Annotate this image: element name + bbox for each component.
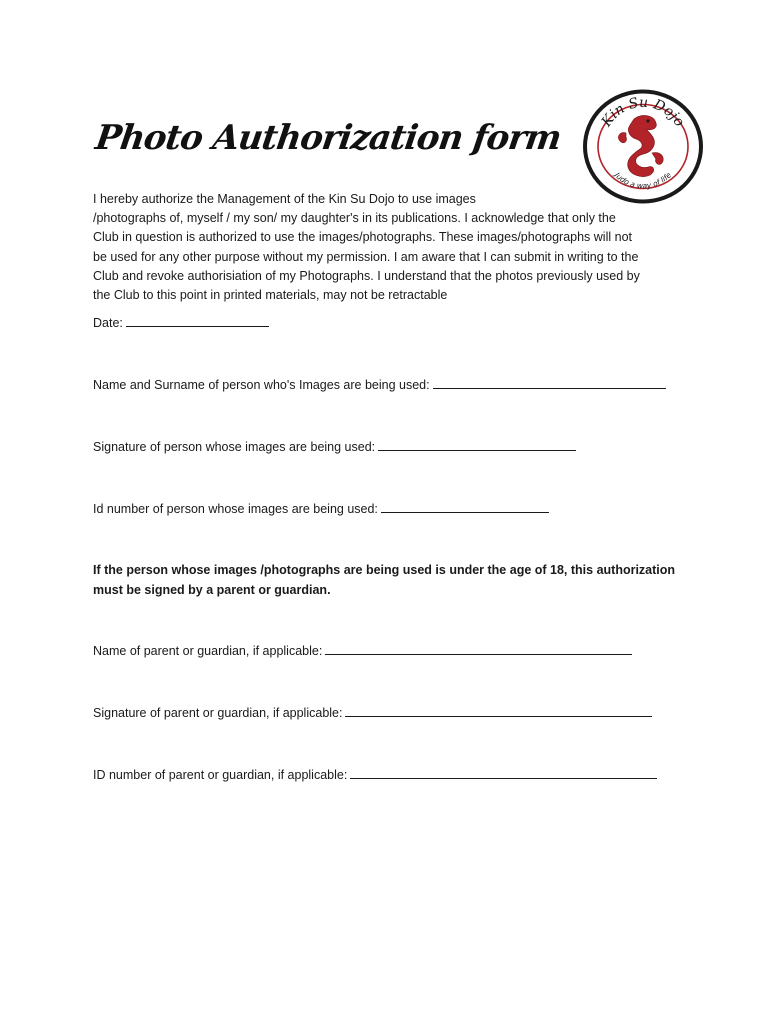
parent-name-input-line[interactable]	[325, 642, 632, 655]
id-number-input-line[interactable]	[381, 500, 549, 513]
parent-name-label: Name of parent or guardian, if applicable:	[93, 644, 323, 658]
signature-label: Signature of person whose images are being used:	[93, 440, 376, 454]
parent-name-field	[93, 642, 632, 660]
paragraph-line-4: be used for any other purpose without my permission. I am aware that I can submit in writing to the	[93, 249, 639, 264]
parent-signature-field	[93, 704, 652, 722]
date-field	[93, 314, 269, 332]
date-label: Date:	[93, 316, 123, 330]
name-input-line[interactable]	[433, 376, 666, 389]
paragraph-line-3: Club in question is authorized to use the images/photographs. These images/photographs will not	[93, 230, 632, 245]
name-field	[93, 376, 666, 394]
minor-notice	[93, 561, 683, 600]
logo-top-text: Kin Su Dojo	[598, 94, 688, 130]
date-input-line[interactable]	[126, 314, 269, 327]
signature-input-line[interactable]	[378, 438, 576, 451]
minor-notice-line-1: If the person whose images /photographs are being used is under the age of 18, this authorization	[93, 563, 676, 577]
name-label: Name and Surname of person who's Images are being used:	[93, 378, 430, 392]
paragraph-line-6: the Club to this point in printed materials, may not be retractable	[93, 288, 448, 303]
authorization-paragraph	[93, 190, 683, 305]
id-number-field	[93, 500, 549, 518]
logo-bottom-text: Judo a way of life	[612, 170, 674, 191]
form-title: Photo Authorization form	[93, 118, 564, 158]
parent-id-field	[93, 766, 657, 784]
signature-field	[93, 438, 576, 456]
id-number-label: Id number of person whose images are being used:	[93, 502, 378, 516]
parent-id-label: ID number of parent or guardian, if applicable:	[93, 768, 348, 782]
paragraph-line-5: Club and revoke authorisiation of my Photographs. I understand that the photos previously used by	[93, 268, 640, 283]
kin-su-dojo-logo	[582, 89, 704, 204]
parent-signature-label: Signature of parent or guardian, if applicable:	[93, 706, 343, 720]
minor-notice-line-2: must be signed by a parent or guardian.	[93, 582, 331, 597]
parent-signature-input-line[interactable]	[345, 704, 652, 717]
paragraph-line-1: I hereby authorize the Management of the Kin Su Dojo to use images	[93, 192, 476, 206]
paragraph-line-2: /photographs of, myself / my son/ my daughter's in its publications. I acknowledge that only the	[93, 211, 616, 226]
parent-id-input-line[interactable]	[350, 766, 657, 779]
